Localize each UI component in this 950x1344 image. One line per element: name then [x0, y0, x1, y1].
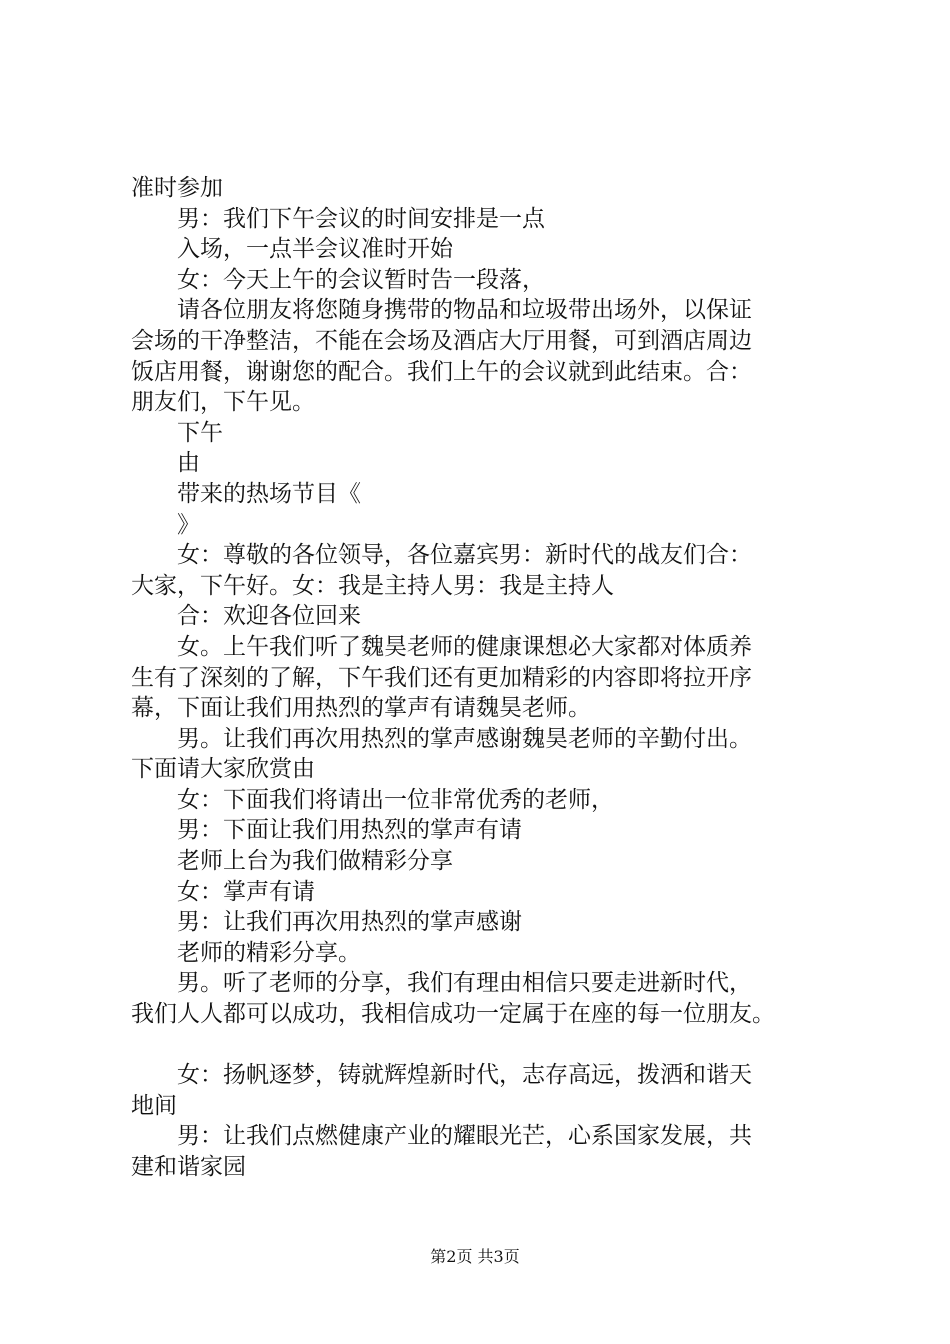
- text-line: 我们人人都可以成功，我相信成功一定属于在座的每一位朋友。: [131, 1001, 775, 1028]
- text-line: 男：下面让我们用热烈的掌声有请: [177, 817, 522, 844]
- text-line: 朋友们，下午见。: [131, 389, 315, 416]
- text-line: 男：让我们再次用热烈的掌声感谢: [177, 909, 522, 936]
- text-line: 男。让我们再次用热烈的掌声感谢魏昊老师的辛勤付出。: [177, 725, 752, 752]
- text-line: 生有了深刻的了解，下午我们还有更加精彩的内容即将拉开序: [131, 664, 752, 691]
- text-line: 男：我们下午会议的时间安排是一点: [177, 205, 545, 232]
- page-number-footer: 第2页 共3页: [430, 1247, 520, 1266]
- text-line: 会场的干净整洁，不能在会场及酒店大厅用餐，可到酒店周边: [131, 327, 752, 354]
- text-line: 女：扬帆逐梦，铸就辉煌新时代，志存高远，拨洒和谐天: [177, 1062, 752, 1089]
- text-line: 男。听了老师的分享，我们有理由相信只要走进新时代，: [177, 970, 752, 997]
- text-line: 请各位朋友将您随身携带的物品和垃圾带出场外，以保证: [177, 297, 752, 324]
- text-line: 饭店用餐，谢谢您的配合。我们上午的会议就到此结束。合：: [131, 358, 752, 385]
- text-line: 建和谐家园: [131, 1154, 246, 1180]
- text-line: 女：今天上午的会议暂时告一段落，: [177, 266, 545, 293]
- text-line: 地间: [131, 1092, 177, 1119]
- text-line: 下面请大家欣赏由: [131, 756, 315, 783]
- text-line: 大家，下午好。女：我是主持人男：我是主持人: [131, 572, 614, 599]
- text-line: 老师上台为我们做精彩分享: [177, 848, 453, 875]
- text-line: 合：欢迎各位回来: [177, 603, 361, 630]
- text-line: 由: [177, 450, 200, 477]
- text-line: 女：尊敬的各位领导，各位嘉宾男：新时代的战友们合：: [177, 542, 752, 569]
- text-line: 入场，一点半会议准时开始: [177, 236, 453, 263]
- text-line: 男：让我们点燃健康产业的耀眼光芒，心系国家发展，共: [177, 1123, 752, 1150]
- text-line: 下午: [177, 419, 223, 446]
- document-body: [131, 173, 831, 1183]
- text-line: 带来的热场节目《: [177, 480, 361, 507]
- text-line: 女：下面我们将请出一位非常优秀的老师，: [177, 786, 614, 813]
- blank-line: [131, 1030, 831, 1061]
- text-line: 准时参加: [131, 175, 223, 201]
- text-line: 幕，下面让我们用热烈的掌声有请魏昊老师。: [131, 695, 591, 722]
- text-line: 女。上午我们听了魏昊老师的健康课想必大家都对体质养: [177, 633, 752, 660]
- text-line: 老师的精彩分享。: [177, 939, 361, 966]
- text-line: 》: [177, 511, 200, 538]
- text-line: 女：掌声有请: [177, 878, 315, 905]
